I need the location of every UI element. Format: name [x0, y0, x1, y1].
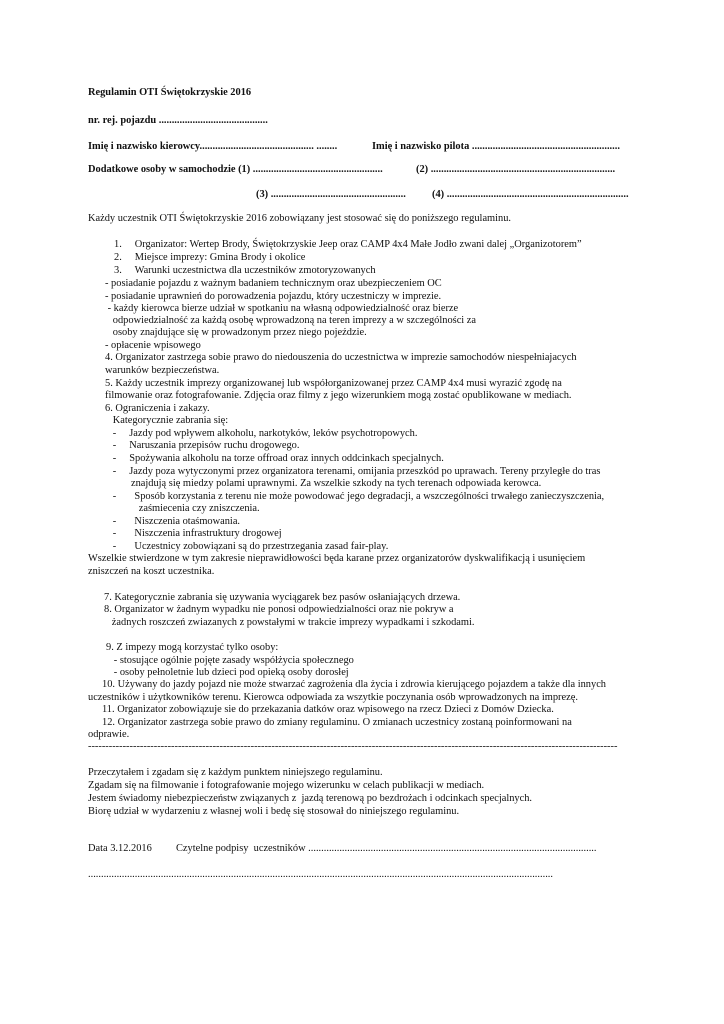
rule-line: żadnych roszczeń zwiazanych z powstałymi w trakcie imprezy wypadkami i szkodami.	[104, 617, 475, 628]
separator-line: ---------------------------------------------------------------------------------------------------------------------------------------------------------	[88, 741, 618, 752]
declaration-line: Zgadam się na filmowanie i fotografowanie mojego wizerunku w celach publikacji w mediach.	[88, 780, 485, 791]
rule-line: Wszelkie stwierdzone w tym zakresie nieprawidłowości będa karane przez organizatorów dyskwalifikacją i usunięciem	[88, 553, 586, 564]
rule-line: - Uczestnicy zobowiązani są do przestrzegania zasad fair-play.	[105, 541, 389, 552]
rule-line: - Jazdy pod wpływem alkoholu, narkotyków, leków psychotropowych.	[105, 428, 418, 439]
rule-line: znajdują się miedzy polami uprawnymi. Za wszelkie szkody na tych terenach odpowiada kerowca.	[105, 478, 542, 489]
rule-line: 1. Organizator: Wertep Brody, Świętokrzyskie Jeep oraz CAMP 4x4 Małe Jodło zwani dalej „Organizotorem”	[114, 239, 582, 250]
signatures-field[interactable]: Czytelne podpisy uczestników ...............................................................................................................	[176, 843, 597, 854]
rule-line: - posiadanie pojazdu z ważnym badaniem technicznym oraz ubezpieczeniem OC	[105, 278, 442, 289]
declaration-line: Przeczytałem i zgadam się z każdym punktem niniejszego regulaminu.	[88, 767, 383, 778]
rule-line: - stosujące ogólnie pojęte zasady współżycia społecznego	[106, 655, 354, 666]
declaration-line: Biorę udział w wydarzeniu z własnej woli i bedę się stosował do niniejszego regulaminu.	[88, 806, 460, 817]
rule-line: 9. Z impezy mogą korzystać tylko osoby:	[106, 642, 279, 653]
rule-line: - Sposób korzystania z terenu nie może powodować jego degradacji, a wszczególności trwałego zanieczyszczenia,	[105, 491, 605, 502]
rule-line: filmowanie oraz fotografowanie. Zdjęcia oraz filmy z jego wizerunkiem mogą zostać opublikowane w mediach.	[105, 390, 572, 401]
rule-line: Kategorycznie zabrania się:	[105, 415, 229, 426]
rule-line: - każdy kierowca bierze udział w spotkaniu na własną odpowiedzialność oraz bierze	[105, 303, 459, 314]
rule-line: 12. Organizator zastrzega sobie prawo do zmiany regulaminu. O zmianach uczestnicy zostaną poinformowani na	[102, 717, 572, 728]
rule-line: odprawie.	[88, 729, 130, 740]
extra-person-3-field[interactable]: (3) ....................................................	[256, 189, 406, 200]
document-title: Regulamin OTI Świętokrzyskie 2016	[88, 87, 252, 98]
rule-line: warunków bezpieczeństwa.	[105, 365, 220, 376]
extra-person-4-field[interactable]: (4) ......................................................................	[432, 189, 629, 200]
rule-line: odpowiedzialność za każdą osobę wprowadzoną na teren imprezy a w szczególności za	[105, 315, 477, 326]
signature-line-2[interactable]: ...................................................................................................................................................................................	[88, 869, 553, 880]
extra-person-1-field[interactable]: Dodatkowe osoby w samochodzie (1) ..................................................	[88, 164, 383, 175]
pilot-name-field[interactable]: Imię i nazwisko pilota .........................................................	[372, 141, 620, 152]
rule-line: uczestników i użytkowników terenu. Kierowca odpowiada za wszytkie poczynania osób wprowadzonych na imprezę.	[88, 692, 578, 703]
rule-line: - opłacenie wpisowego	[105, 340, 201, 351]
rule-line: 7. Kategorycznie zabrania się uzywania wyciągarek bez pasów osłaniających drzewa.	[104, 592, 461, 603]
rule-line: 4. Organizator zastrzega sobie prawo do niedouszenia do uczestnictwa w imprezie samochodów niespełniajacych	[105, 352, 577, 363]
extra-person-2-field[interactable]: (2) .......................................................................	[416, 164, 616, 175]
rule-line: - osoby pełnoletnie lub dzieci pod opieką osoby dorosłej	[106, 667, 349, 678]
driver-name-field[interactable]: Imię i nazwisko kierowcy............................................ ........	[88, 141, 338, 152]
rule-line: 3. Warunki uczestnictwa dla uczestników zmotoryzowanych	[114, 265, 376, 276]
rule-line: 11. Organizator zobowiązuje sie do przekazania datków oraz wpisowego na rzecz Dzieci z Domów Dziecka.	[102, 704, 554, 715]
rule-line: 5. Każdy uczestnik imprezy organizowanej lub współorganizowanej przez CAMP 4x4 musi wyrazić zgodę na	[105, 378, 562, 389]
rule-line: 8. Organizator w żadnym wypadku nie ponosi odpowiedzialności oraz nie pokryw a	[104, 604, 454, 615]
declaration-line: Jestem świadomy niebezpieczeństw związanych z jazdą terenową po bezdrożach i odcinkach specjalnych.	[88, 793, 533, 804]
rule-line: zniszczeń na koszt uczestnika.	[88, 566, 215, 577]
rule-line: 10. Używany do jazdy pojazd nie może stwarzać zagrożenia dla życia i zdrowia kierującego pojazdem a także dla innych	[102, 679, 607, 690]
rule-line: 6. Ograniczenia i zakazy.	[105, 403, 210, 414]
rule-line: - Niszczenia infrastruktury drogowej	[105, 528, 282, 539]
document-date: Data 3.12.2016	[88, 843, 152, 854]
rule-line: zaśmiecenia czy zniszczenia.	[105, 503, 260, 514]
rule-line: 2. Miejsce imprezy: Gmina Brody i okolice	[114, 252, 306, 263]
rule-line: - posiadanie uprawnień do porowadzenia pojazdu, który uczestniczy w imprezie.	[105, 291, 442, 302]
rule-line: osoby znajdujące się w prowadzonym przez niego pojeździe.	[105, 327, 367, 338]
registration-field[interactable]: nr. rej. pojazdu ..........................................	[88, 115, 268, 126]
rule-line: - Niszczenia otaśmowania.	[105, 516, 241, 527]
rule-line: - Naruszania przepisów ruchu drogowego.	[105, 440, 300, 451]
intro-text: Każdy uczestnik OTI Świętokrzyskie 2016 zobowiązany jest stosować się do poniższego regulaminu.	[88, 213, 512, 224]
rule-line: - Spożywania alkoholu na torze offroad oraz innych oddcinkach specjalnych.	[105, 453, 444, 464]
rule-line: - Jazdy poza wytyczonymi przez organizatora terenami, omijania przeszkód po uprawach. Tereny przyległe do tras	[105, 466, 601, 477]
